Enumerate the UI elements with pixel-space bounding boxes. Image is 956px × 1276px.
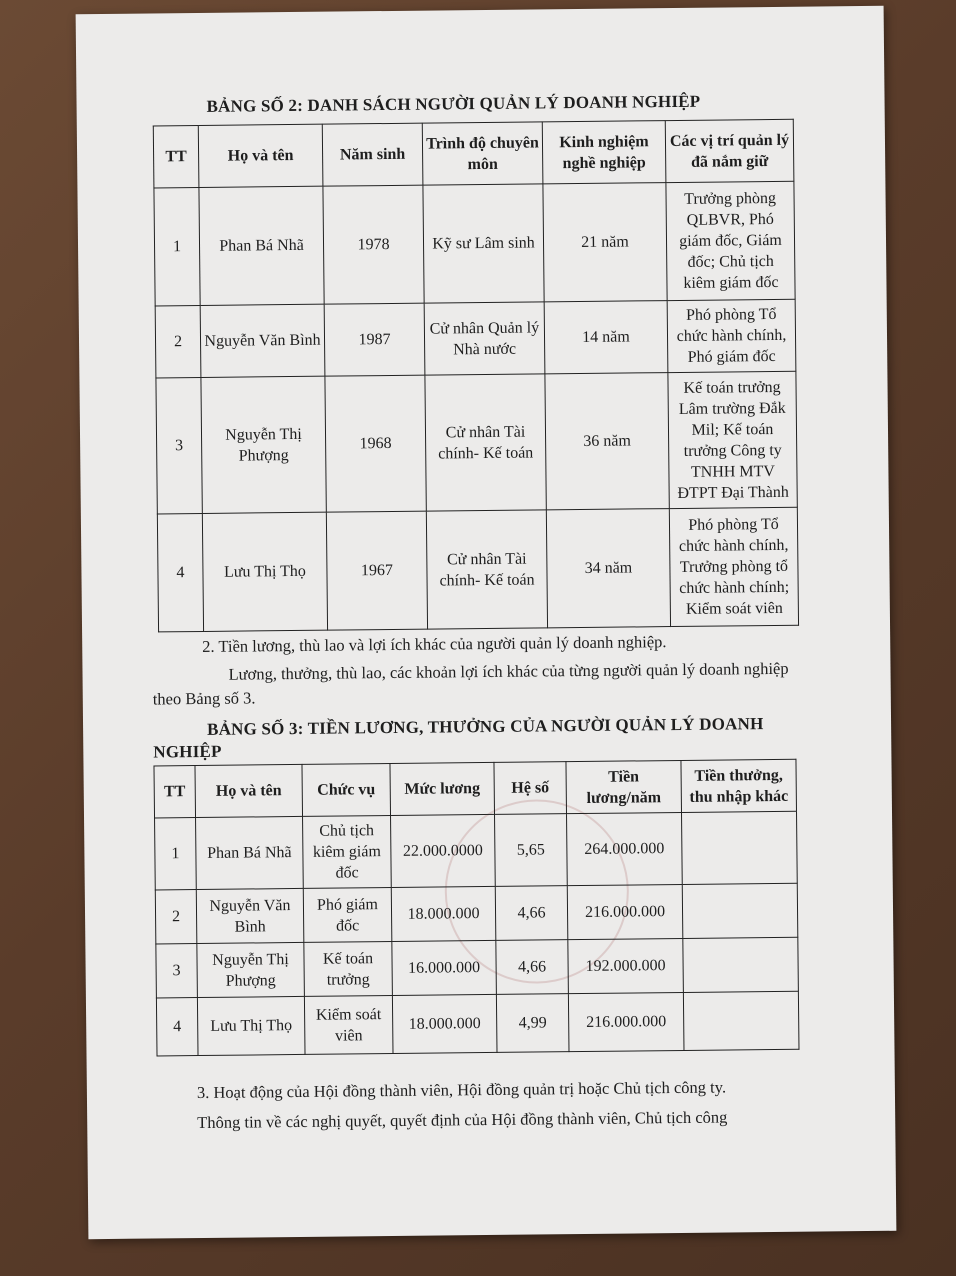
table-cell [682,883,798,938]
table-cell: 2 [155,305,201,377]
table-cell: 1 [154,187,200,305]
table2-header-cell: Họ và tên [198,124,323,187]
table-cell: Lưu Thị Thọ [202,512,327,631]
table-cell: 5,65 [495,814,568,887]
table-cell: Cử nhân Tài chính- Kế toán [425,374,546,511]
table-cell: Cử nhân Quản lý Nhà nước [424,302,545,375]
table2-header-cell: TT [153,125,199,187]
table-cell: 4 [156,998,198,1056]
table-cell [682,811,798,884]
table-cell: 21 năm [543,183,667,302]
table-cell: Phó phòng Tổ chức hành chính, Trưởng phòng tổ chức hành chính; Kiểm soát viên [669,507,798,626]
table-cell: 22.000.0000 [391,814,496,887]
table-cell: Kế toán trưởng [304,942,393,997]
table-cell: Nguyễn Văn Bình [196,888,304,943]
table-cell: Phan Bá Nhã [196,816,304,889]
table2-header-cell: Năm sinh [322,123,423,186]
table-cell: Phan Bá Nhã [199,186,324,305]
table3-header-cell: Mức lương [390,762,495,815]
table3-header-cell: Hệ số [494,762,567,815]
table-cell: Kiểm soát viên [304,996,393,1055]
document-page [76,6,897,1239]
table-cell: 18.000.000 [391,886,496,941]
table3-header-row [154,759,797,818]
table-cell: Nguyễn Thị Phượng [197,942,305,997]
table-row [155,299,796,378]
table-cell: 18.000.000 [392,994,497,1053]
table3-header-cell: Chức vụ [302,764,391,817]
table-cell: Nguyễn Văn Bình [200,304,325,377]
table-cell: 1987 [324,303,425,376]
table-row [156,991,799,1056]
table-cell: 3 [156,377,202,513]
table-cell: Cử nhân Tài chính- Kế toán [426,510,547,629]
table-row [154,181,795,306]
table-cell: 3 [156,944,198,998]
table-cell: 1968 [325,375,426,512]
section2-heading: 2. Tiền lương, thù lao và lợi ích khác của người quản lý doanh nghiệp. [202,632,667,656]
table-cell: Trưởng phòng QLBVR, Phó giám đốc, Giám đốc; Chủ tịch kiêm giám đốc [666,181,795,300]
table-cell [683,937,799,992]
table-cell: 4,66 [495,886,568,941]
table-row [155,811,798,890]
table2-header-row [153,119,794,188]
table2-header-cell: Các vị trí quản lý đã nắm giữ [665,119,794,182]
table-cell: 216.000.000 [567,884,683,939]
table-cell: Kỹ sư Lâm sinh [423,184,544,303]
table-cell: Chủ tịch kiêm giám đốc [303,816,392,889]
table3-header-cell: Tiền thưởng, thu nhập khác [681,759,797,812]
table-cell: Phó giám đốc [303,888,392,943]
table-cell: 4 [157,513,203,631]
table-cell: 264.000.000 [567,812,683,885]
table-cell: 1967 [326,511,427,630]
table-cell: 36 năm [545,373,669,510]
table-cell: 1978 [323,185,424,304]
table-cell: 34 năm [546,509,670,628]
table-cell: 4,66 [496,940,569,995]
section3-heading: 3. Hoạt động của Hội đồng thành viên, Hội đồng quản trị hoặc Chủ tịch công ty. [196,1077,727,1103]
table-cell [683,991,799,1050]
table3-title: BẢNG SỐ 3: TIỀN LƯƠNG, THƯỞNG CỦA NGƯỜI QUẢN LÝ DOANH NGHIỆP [153,714,764,762]
table-cell: Lưu Thị Thọ [197,996,305,1055]
salary-table [153,759,799,1057]
table-cell: 192.000.000 [568,938,684,993]
table-cell: 1 [155,818,197,890]
table-row [157,507,798,632]
table-row [156,937,799,998]
table-cell: 2 [155,890,197,944]
table2-header-cell: Kinh nghiệm nghề nghiệp [542,121,666,184]
table-row [156,371,797,514]
managers-table [153,119,799,633]
table-cell: 16.000.000 [392,940,497,995]
table3-header-cell: Họ và tên [195,764,303,817]
table-cell: Phó phòng Tổ chức hành chính, Phó giám đốc [667,299,796,372]
table2-title: BẢNG SỐ 2: DANH SÁCH NGƯỜI QUẢN LÝ DOANH NGHIỆP [206,91,701,116]
table-row [155,883,798,944]
table3-header-cell: TT [154,766,196,818]
table-cell: 216.000.000 [568,992,684,1051]
table-cell: Kế toán trưởng Lâm trường Đắk Mil; Kế toán trưởng Công ty TNHH MTV ĐTPT Đại Thành [668,371,797,508]
table-cell: 14 năm [544,301,668,374]
table3-header-cell: Tiền lương/năm [566,760,682,813]
section3-body: Thông tin về các nghị quyết, quyết định của Hội đồng thành viên, Chủ tịch công [197,1107,728,1133]
table2-header-cell: Trình độ chuyên môn [422,122,543,185]
table-cell: 4,99 [496,994,569,1053]
section2-body: Lương, thưởng, thù lao, các khoản lợi ích khác của từng người quản lý doanh nghiệp theo Bảng số 3. [152,658,789,709]
table-cell: Nguyễn Thị Phượng [201,376,326,513]
